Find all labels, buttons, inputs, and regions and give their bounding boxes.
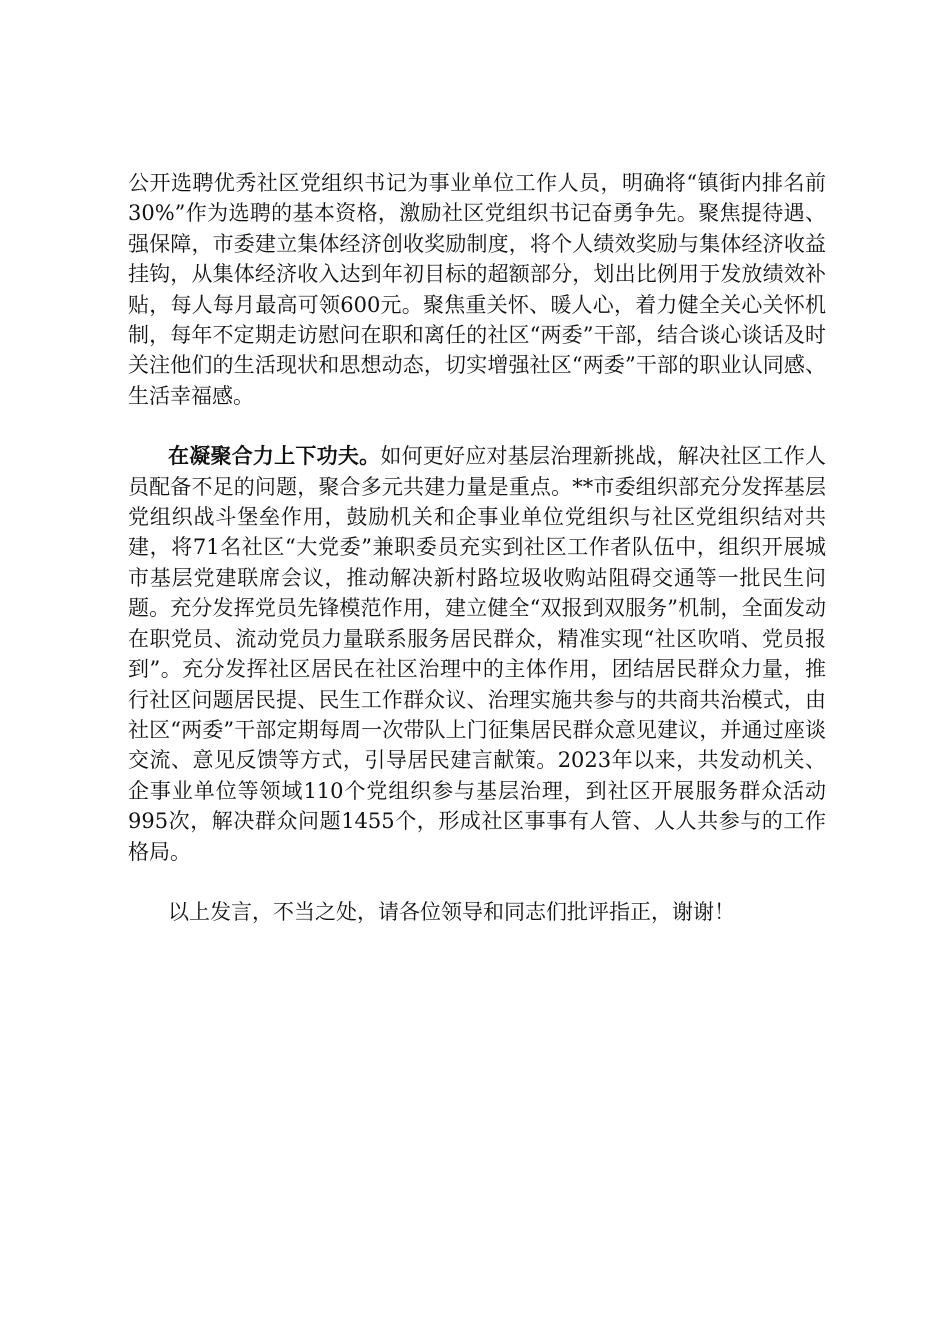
paragraph-text: 以上发言，不当之处，请各位领导和同志们批评指正，谢谢！ (168, 899, 735, 924)
document-body (128, 168, 826, 927)
paragraph-text: 公开选聘优秀社区党组织书记为事业单位工作人员，明确将“镇街内排名前30%”作为选聘的基本资格，激励社区党组织书记奋勇争先。聚焦提待遇、强保障，市委建立集体经济创收奖励制度，将个人绩效奖励与集体经济收益挂钩，从集体经济收入达到年初目标的超额部分，划出比例用于发放绩效补贴，每人每月最高可领600元。聚焦重关怀、暖人心，着力健全关心关怀机制，每年不定期走访慰问在职和离任的社区“两委”干部，结合谈心谈话及时关注他们的生活现状和思想动态，切实增强社区“两委”干部的职业认同感、生活幸福感。 (128, 171, 826, 408)
paragraph-closing (128, 897, 826, 927)
paragraph-incentives (128, 168, 826, 411)
paragraph-joint-force (128, 441, 826, 867)
paragraph-heading: 在凝聚合力上下功夫。 (168, 443, 381, 469)
paragraph-text: 如何更好应对基层治理新挑战，解决社区工作人员配备不足的问题，聚合多元共建力量是重点。**市委组织部充分发挥基层党组织战斗堡垒作用，鼓励机关和企事业单位党组织与社区党组织结对共建，将71名社区“大党委”兼职委员充实到社区工作者队伍中，组织开展城市基层党建联席会议，推动解决新村路垃圾收购站阻碍交通等一批民生问题。充分发挥党员先锋模范作用，建立健全“双报到双服务”机制，全面发动在职党员、流动党员力量联系服务居民群众，精准实现“社区吹哨、党员报到”。充分发挥社区居民在社区治理中的主体作用，团结居民群众力量，推行社区问题居民提、民生工作群众议、治理实施共参与的共商共治模式，由社区“两委”干部定期每周一次带队上门征集居民群众意见建议，并通过座谈交流、意见反馈等方式，引导居民建言献策。2023年以来，共发动机关、企事业单位等领域110个党组织参与基层治理，到社区开展服务群众活动995次，解决群众问题1455个，形成社区事事有人管、人人共参与的工作格局。 (128, 444, 827, 864)
